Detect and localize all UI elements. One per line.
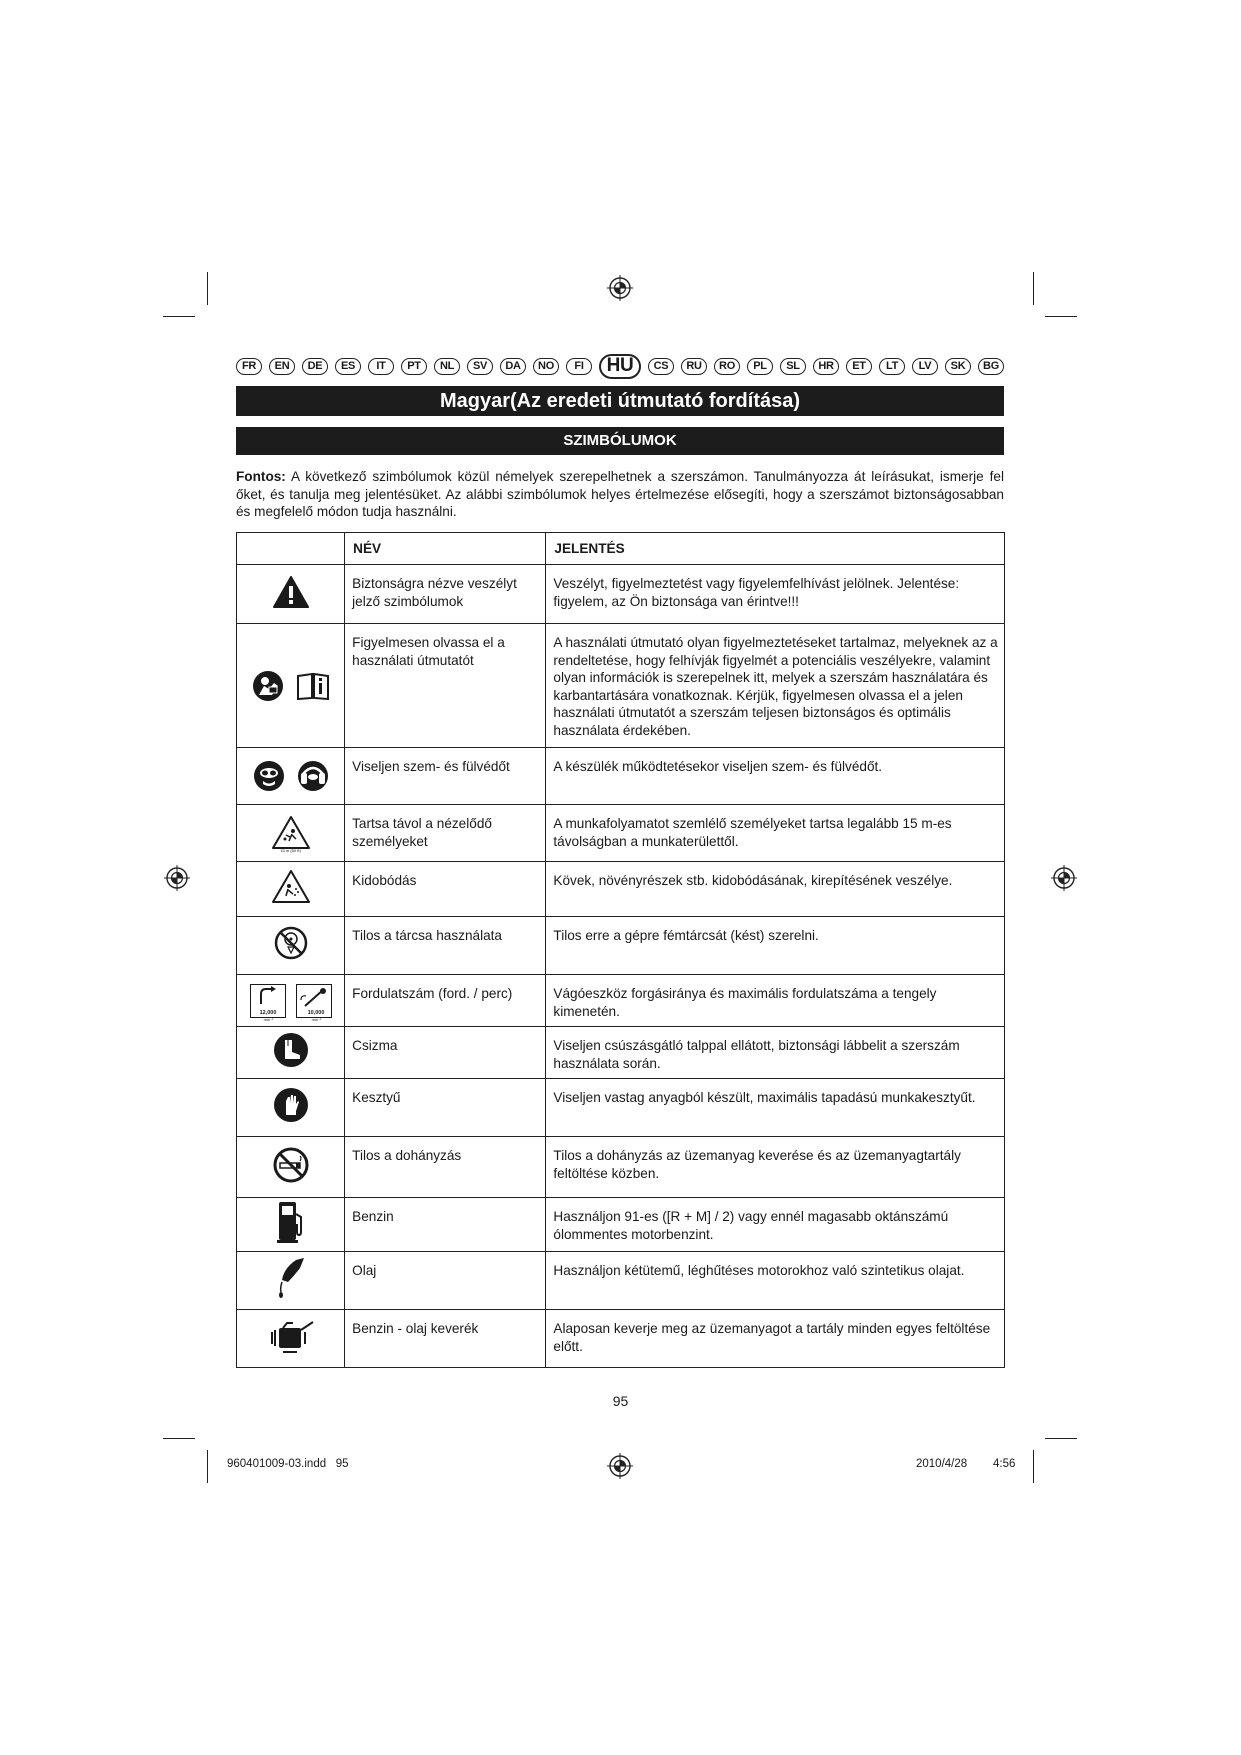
table-row <box>237 975 1005 1027</box>
icon-cell <box>237 975 345 1027</box>
no-smoking-icon <box>272 1146 310 1184</box>
symbol-name: Tilos a dohányzás <box>345 1137 546 1198</box>
speed-box <box>250 984 286 1022</box>
lang-tab[interactable]: LT <box>879 358 905 375</box>
rotation-arrow-icon <box>251 986 284 1006</box>
lang-tab[interactable]: BG <box>978 358 1004 375</box>
lang-tab[interactable]: DE <box>302 358 328 375</box>
crop-mark <box>163 316 195 317</box>
crop-mark <box>1045 1438 1077 1439</box>
table-header-row <box>237 533 1005 565</box>
manual-book-icon <box>296 672 330 700</box>
table-row <box>237 1310 1005 1368</box>
intro-text: A következő szimbólumok közül némelyek szerepelhetnek a szerszámon. Tanulmányozza át leírásukat, ismerje fel őket, és tanulja meg jelentésüket. Az alábbi szimbólumok helyes értelmezése elősegíti, hogy a szerszámot biztonságosabban és megfelelő módon tudja használni. <box>236 469 1004 519</box>
symbol-name: Kidobódás <box>345 862 546 917</box>
symbol-meaning: Kövek, növényrészek stb. kidobódásának, kirepítésének veszélye. <box>546 862 1005 917</box>
symbol-name: Viseljen szem- és fülvédőt <box>345 748 546 805</box>
oil-can-icon <box>274 1256 308 1300</box>
lang-tab[interactable]: NO <box>533 358 559 375</box>
registration-mark-icon <box>607 275 633 301</box>
lang-tab[interactable]: ES <box>335 358 361 375</box>
header-meaning: JELENTÉS <box>546 533 1005 565</box>
symbol-name: Biztonságra nézve veszélyt jelző szimbólumok <box>345 565 546 624</box>
no-blade-icon <box>274 926 308 960</box>
icon-cell <box>237 1252 345 1310</box>
lang-tab[interactable]: SV <box>467 358 493 375</box>
header-name: NÉV <box>345 533 546 565</box>
lang-tab[interactable]: PT <box>401 358 427 375</box>
lang-tab[interactable]: PL <box>747 358 773 375</box>
registration-mark-icon <box>1051 865 1077 891</box>
icon-cell <box>237 1027 345 1079</box>
symbols-table <box>236 532 1005 1368</box>
page-number: 95 <box>612 1393 629 1409</box>
lang-tab[interactable]: EN <box>269 358 295 375</box>
read-manual-icon <box>252 670 284 702</box>
symbol-meaning: Veszélyt, figyelmeztetést vagy figyelemfelhívást jelölnek. Jelentése: figyelem, az Ön biztonsága van érintve!!! <box>546 565 1005 624</box>
table-row <box>237 1198 1005 1252</box>
fuel-pump-icon <box>276 1200 306 1244</box>
lang-tab[interactable]: DA <box>500 358 526 375</box>
section-title: SZIMBÓLUMOK <box>236 427 1004 455</box>
rotation-speed-icon <box>237 984 344 1022</box>
speed-value: 12,000 <box>259 1009 277 1016</box>
crop-mark <box>1033 272 1034 305</box>
lang-tab[interactable]: NL <box>434 358 460 375</box>
lang-tab[interactable]: CS <box>648 358 674 375</box>
lang-tab[interactable]: IT <box>368 358 394 375</box>
lang-tab[interactable]: SK <box>945 358 971 375</box>
symbol-name: Olaj <box>345 1252 546 1310</box>
speed-value: 10,000 <box>307 1009 325 1016</box>
goggles-mask-icon <box>253 760 285 792</box>
page-title: Magyar(Az eredeti útmutató fordítása) <box>236 386 1004 416</box>
icon-caption: 15 m (50 ft) <box>280 848 301 853</box>
symbol-meaning: Használjon 91-es ([R + M] / 2) vagy ennél magasabb oktánszámú ólommentes motorbenzint. <box>546 1198 1005 1252</box>
thrown-objects-icon <box>271 869 311 905</box>
registration-mark-icon <box>607 1453 633 1479</box>
crop-mark <box>207 1450 208 1483</box>
icon-cell <box>237 1079 345 1137</box>
symbol-meaning: Viseljen csúszásgátló talppal ellátott, biztonsági lábbelit a szerszám használata során. <box>546 1027 1005 1079</box>
table-row <box>237 917 1005 975</box>
lang-tab[interactable]: ET <box>846 358 872 375</box>
ear-protection-icon <box>297 760 329 792</box>
crop-mark <box>1033 1450 1034 1483</box>
icon-cell <box>237 565 345 624</box>
lang-tab-active[interactable]: HU <box>599 354 641 379</box>
icon-cell <box>237 1310 345 1368</box>
footer-time: 4:56 <box>993 1458 1016 1470</box>
symbol-meaning: Tilos a dohányzás az üzemanyag keverése és az üzemanyagtartály feltöltése közben. <box>546 1137 1005 1198</box>
symbol-meaning: Alaposan keverje meg az üzemanyagot a tartály minden egyes feltöltése előtt. <box>546 1310 1005 1368</box>
table-row <box>237 1027 1005 1079</box>
table-row <box>237 1252 1005 1310</box>
language-selector <box>236 352 1004 380</box>
intro-lead: Fontos: <box>236 469 286 484</box>
symbol-name: Csizma <box>345 1027 546 1079</box>
table-row <box>237 1079 1005 1137</box>
warning-triangle-icon <box>273 576 309 608</box>
icon-cell <box>237 862 345 917</box>
lang-tab[interactable]: HR <box>813 358 839 375</box>
symbol-name: Benzin <box>345 1198 546 1252</box>
symbol-meaning: A használati útmutató olyan figyelmeztetéseket tartalmaz, melyeknek az a rendeltetése, hogy felhívják figyelmét a potenciális veszélyekre, valamint olyan információk is szerepelnek itt, melyek a szerszám használatára és karbantartására vonatkoznak. Kérjük, figyelmesen olvassa el a jelen használati útmutatót a szerszám teljesen biztonságos és optimális használata érdekében. <box>546 624 1005 748</box>
symbol-name: Benzin - olaj keverék <box>345 1310 546 1368</box>
table-row <box>237 565 1005 624</box>
symbol-name: Kesztyű <box>345 1079 546 1137</box>
lang-tab[interactable]: RO <box>714 358 740 375</box>
lang-tab[interactable]: FI <box>566 358 592 375</box>
icon-cell <box>237 748 345 805</box>
boots-icon <box>273 1032 309 1068</box>
symbol-name: Tartsa távol a nézelődő személyeket <box>345 805 546 862</box>
symbol-name: Tilos a tárcsa használata <box>345 917 546 975</box>
symbol-meaning: Használjon kétütemű, léghűtéses motorokhoz való szintetikus olajat. <box>546 1252 1005 1310</box>
speed-box <box>296 984 332 1022</box>
lang-tab[interactable]: FR <box>236 358 262 375</box>
speed-unit: min⁻¹ <box>263 1016 274 1022</box>
icon-cell <box>237 917 345 975</box>
crop-mark <box>163 1438 195 1439</box>
crop-mark <box>207 272 208 305</box>
lang-tab[interactable]: LV <box>912 358 938 375</box>
registration-mark-icon <box>164 865 190 891</box>
symbol-name: Fordulatszám (ford. / perc) <box>345 975 546 1027</box>
crop-mark <box>1045 316 1077 317</box>
table-row <box>237 862 1005 917</box>
footer-date: 2010/4/28 <box>916 1458 968 1470</box>
icon-cell <box>237 1137 345 1198</box>
icon-cell <box>237 1198 345 1252</box>
table-row <box>237 1137 1005 1198</box>
table-row <box>237 748 1005 805</box>
fuel-mix-can-icon <box>267 1316 315 1356</box>
intro-paragraph <box>236 468 1004 521</box>
header-icon <box>237 533 345 565</box>
lang-tab[interactable]: SL <box>780 358 806 375</box>
speed-unit: min⁻¹ <box>311 1016 322 1022</box>
icon-cell <box>237 805 345 862</box>
lang-tab[interactable]: RU <box>681 358 707 375</box>
symbol-meaning: Tilos erre a gépre fémtárcsát (kést) szerelni. <box>546 917 1005 975</box>
symbol-meaning: A munkafolyamatot szemlélő személyeket tartsa legalább 15 m-es távolságban a munkaterülettől. <box>546 805 1005 862</box>
icon-cell <box>237 624 345 748</box>
symbol-name: Figyelmesen olvassa el a használati útmutatót <box>345 624 546 748</box>
symbol-meaning: Vágóeszköz forgásiránya és maximális fordulatszáma a tengely kimenetén. <box>546 975 1005 1027</box>
footer-file: 960401009-03.indd 95 <box>227 1458 349 1470</box>
symbol-meaning: Viseljen vastag anyagból készült, maximális tapadású munkakesztyűt. <box>546 1079 1005 1137</box>
gloves-icon <box>273 1087 309 1123</box>
table-row <box>237 805 1005 862</box>
symbol-meaning: A készülék működtetésekor viseljen szem- és fülvédőt. <box>546 748 1005 805</box>
table-row <box>237 624 1005 748</box>
keep-bystanders-away-icon <box>271 815 311 851</box>
